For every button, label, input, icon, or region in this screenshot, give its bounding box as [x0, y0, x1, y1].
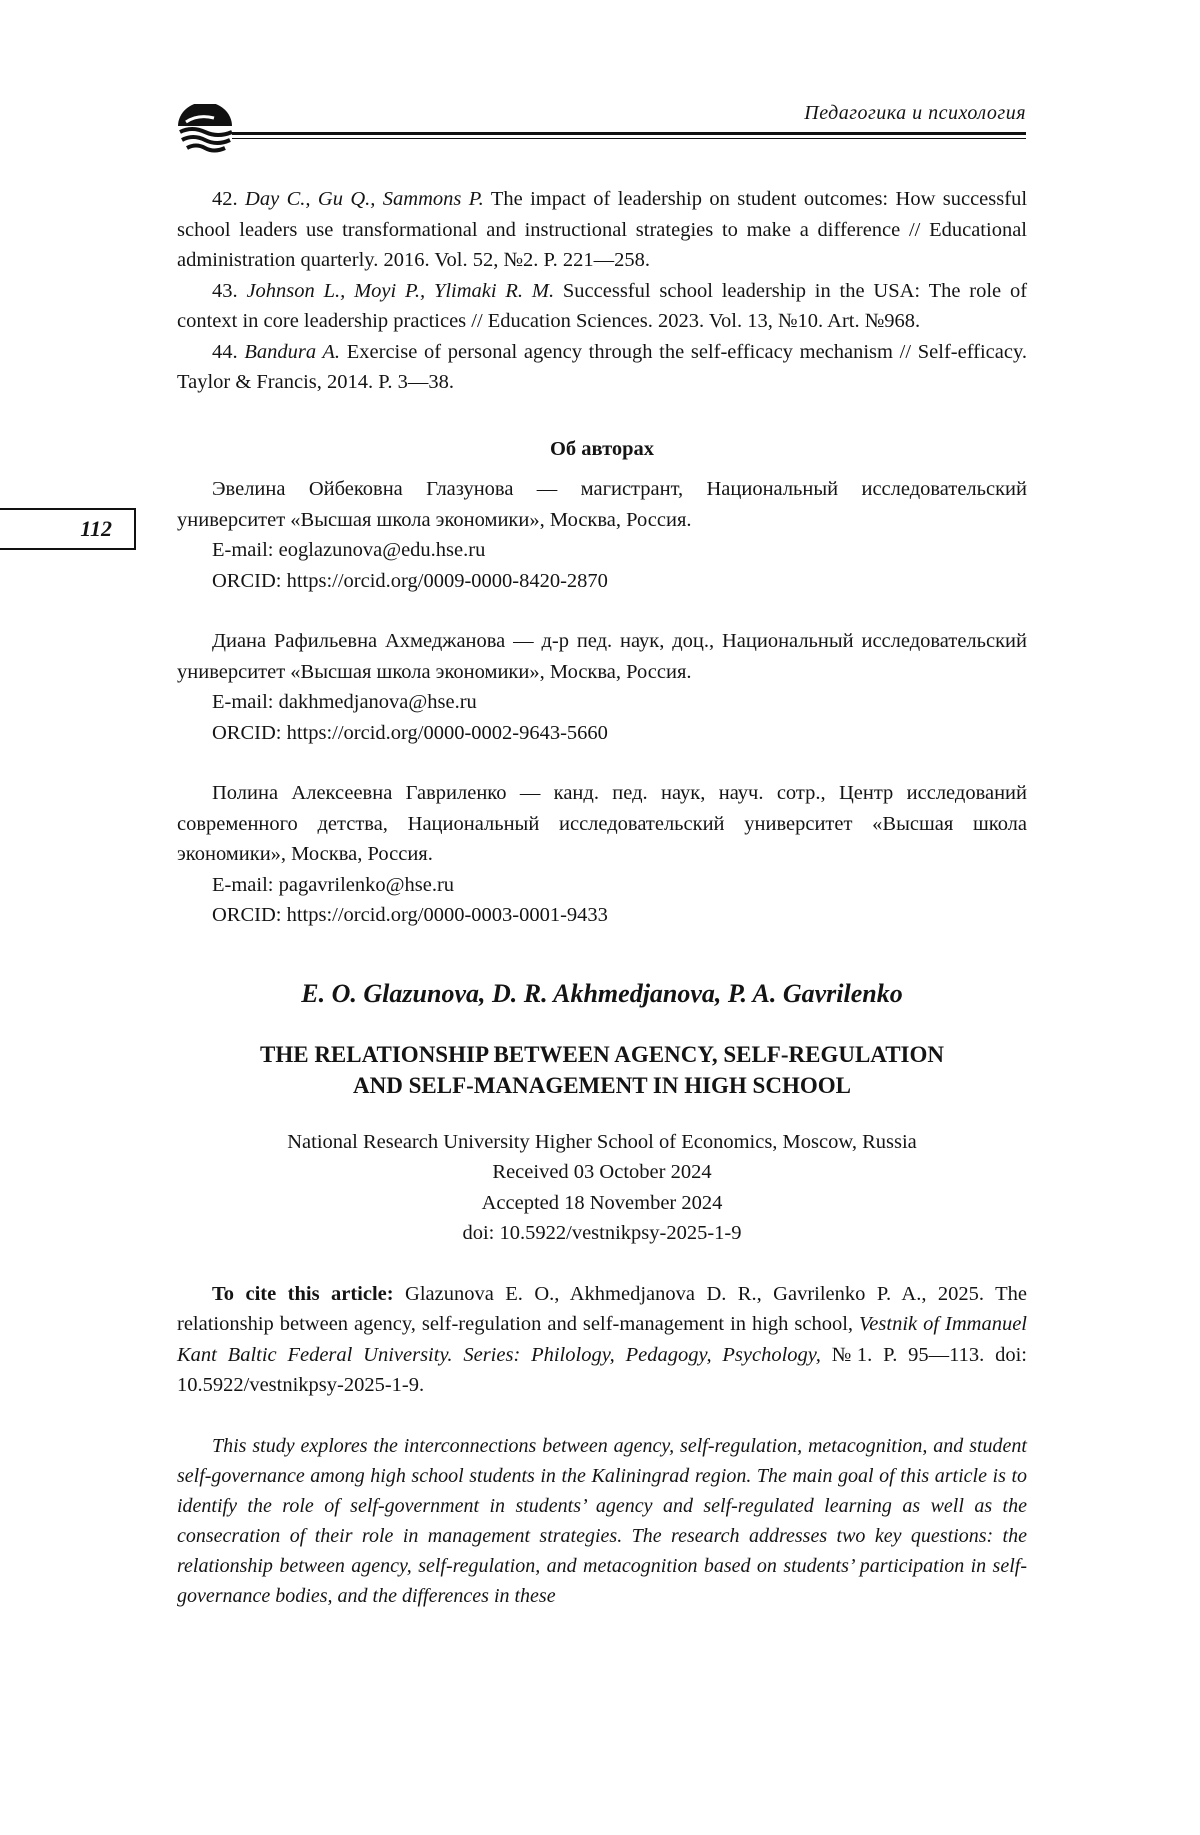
author-orcid: ORCID: https://orcid.org/0000-0002-9643-5660 — [212, 721, 608, 744]
accepted-date: Accepted 18 November 2024 — [481, 1191, 723, 1214]
reference-item — [177, 276, 1027, 337]
journal-title: Педагогика и психология — [804, 102, 1026, 124]
affiliation: National Research University Higher School of Economics, Moscow, Russia — [287, 1130, 917, 1153]
page-header — [174, 98, 1026, 148]
author-description: Эвелина Ойбековна Глазунова — магистрант, Национальный исследовательский университет «Высшая школа экономики», Москва, Россия. — [177, 478, 1027, 531]
abstract: This study explores the interconnections between agency, self-regulation, metacognition, and student self-governance among high school students in the Kaliningrad region. The main goal of this article is to identify the role of self-government in students’ agency and self-regulated learning as well as the consecration of their role in management strategies. The research addresses two key questions: the relationship between agency, self-regulation, and metacognition based on students’ participation in self-governance bodies, and the differences in these — [177, 1434, 1027, 1607]
author-block — [177, 626, 1027, 748]
wave-globe-logo — [174, 104, 236, 156]
author-orcid: ORCID: https://orcid.org/0000-0003-0001-9433 — [212, 904, 608, 926]
reference-authors: Johnson L., Moyi P., Ylimaki R. M. — [246, 279, 555, 302]
author-email: E-mail: eoglazunova@edu.hse.ru — [212, 539, 486, 561]
author-email: E-mail: dakhmedjanova@hse.ru — [212, 691, 477, 713]
title-line: THE RELATIONSHIP BETWEEN AGENCY, SELF-REGULATION — [260, 1041, 944, 1067]
reference-number: 42. — [212, 188, 238, 210]
title-line: AND SELF-MANAGEMENT IN HIGH SCHOOL — [353, 1072, 851, 1098]
author-description: Диана Рафильевна Ахмеджанова — д-р пед. наук, доц., Национальный исследовательский университет «Высшая школа экономики», Москва, Россия. — [177, 630, 1027, 683]
reference-text: Successful school leadership in the USA: The role of context in core leadership practices // Education Sciences. 2023. Vol. 13, №10. Art. №968. — [177, 279, 1028, 332]
citation — [177, 1279, 1027, 1401]
author-block — [177, 778, 1027, 931]
reference-authors: Bandura A. — [244, 340, 341, 363]
reference-number: 44. — [212, 340, 238, 363]
reference-number: 43. — [212, 279, 238, 302]
citation-journal: Vestnik of Immanuel Kant Baltic Federal University. Series: Philology, Pedagogy, Psychology, — [177, 1313, 1027, 1366]
reference-list — [177, 184, 1027, 398]
page-body — [177, 184, 1027, 1631]
about-authors-heading: Об авторах — [549, 437, 655, 460]
citation-end: №1. P. 95—113. doi: 10.5922/vestnikpsy-2025-1-9. — [177, 1343, 1028, 1396]
reference-text: The impact of leadership on student outcomes: How successful school leaders use transformational and instructional strategies to make a difference // Educational administration quarterly. 2016. Vol. 52, №2. P. 221—258. — [177, 188, 1028, 271]
author-orcid: ORCID: https://orcid.org/0009-0000-8420-2870 — [212, 569, 608, 592]
citation-text: Glazunova E. O., Akhmedjanova D. R., Gavrilenko P. A., 2025. The relationship between agency, self-regulation and self-management in high school, — [177, 1282, 1027, 1335]
english-authors: E. O. Glazunova, D. R. Akhmedjanova, P. A. Gavrilenko — [301, 978, 903, 1008]
reference-item — [177, 184, 1027, 276]
header-rule-thin — [232, 138, 1026, 139]
page-number: 112 — [0, 508, 136, 550]
author-email: E-mail: pagavrilenko@hse.ru — [212, 873, 455, 896]
header-rule — [232, 132, 1026, 135]
article-info — [177, 1127, 1027, 1249]
citation-label: To cite this article: — [212, 1282, 394, 1305]
reference-text: Exercise of personal agency through the self-efficacy mechanism // Self-efficacy. Taylor & Francis, 2014. P. 3—38. — [177, 340, 1028, 393]
english-title — [177, 1039, 1027, 1101]
doi: doi: 10.5922/vestnikpsy-2025-1-9 — [462, 1222, 742, 1244]
reference-item — [177, 337, 1027, 398]
received-date: Received 03 October 2024 — [492, 1161, 712, 1183]
author-description: Полина Алексеевна Гавриленко — канд. пед. наук, науч. сотр., Центр исследований современного детства, Национальный исследовательский университет «Высшая школа экономики», Москва, Россия. — [177, 782, 1027, 865]
reference-authors: Day C., Gu Q., Sammons P. — [245, 188, 484, 210]
author-block — [177, 474, 1027, 596]
